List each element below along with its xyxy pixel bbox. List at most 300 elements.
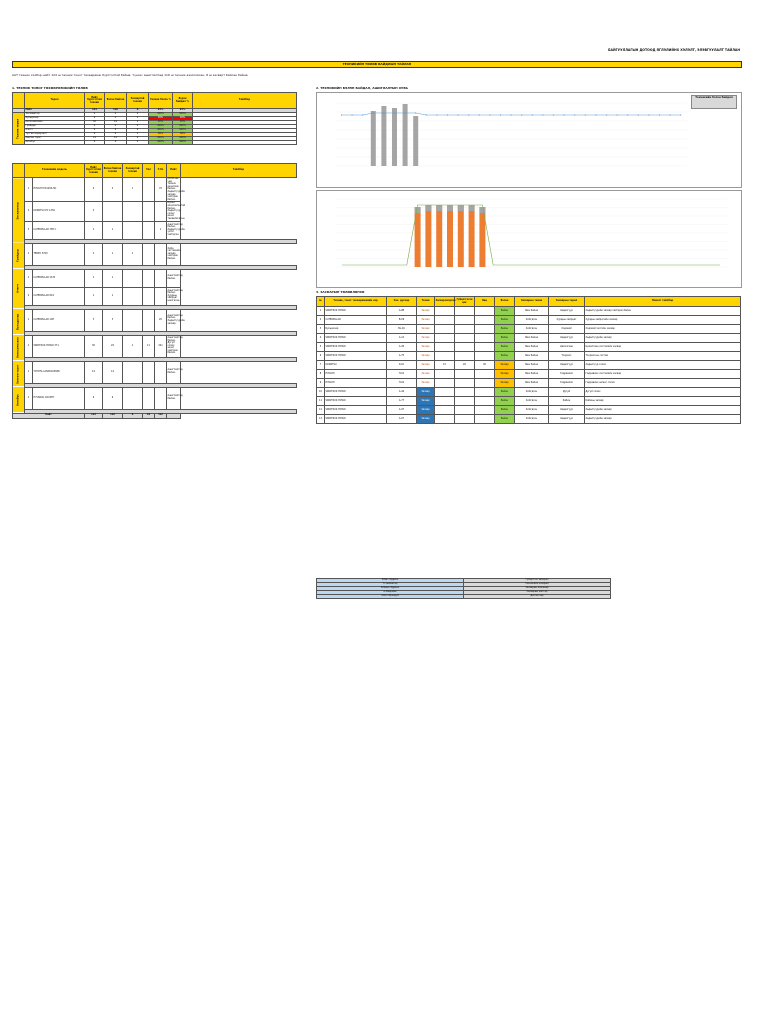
repair-cell: Кабины засвар	[585, 397, 741, 406]
repair-cell: Хөдөлгүүрийн засвар	[585, 406, 741, 415]
repair-cell: A-88	[387, 307, 417, 316]
repair-cell: Засвар	[417, 406, 435, 415]
repair-cell: SINOTRUK HOWO	[325, 307, 387, 316]
repair-cell: HITACHI	[325, 370, 387, 379]
summary-cell: 1	[127, 117, 149, 121]
repair-cell	[475, 343, 495, 352]
signature-name: Э.Бат-Ирээдүй	[317, 595, 464, 599]
repair-header: Явц	[475, 297, 495, 307]
repair-cell: A-75	[387, 352, 417, 361]
repair-cell	[455, 325, 475, 334]
summary-cell: 0	[127, 125, 149, 129]
repair-cell: 3	[317, 325, 325, 334]
summary-table	[12, 92, 297, 145]
detail-row	[13, 221, 297, 239]
detail-cell: 14	[85, 361, 103, 383]
repair-cell: Бэлэн	[495, 406, 515, 415]
detail-cell	[143, 387, 155, 409]
repair-cell	[435, 334, 455, 343]
detail-cell: 1	[25, 269, 33, 287]
signature-role: Техникийн захирал	[464, 583, 611, 587]
detail-cell: 1	[25, 243, 33, 265]
repair-cell: Засвар	[417, 379, 435, 388]
repair-cell: Засвар	[495, 370, 515, 379]
detail-total-cell: 8	[123, 413, 143, 418]
repair-cell	[435, 352, 455, 361]
repair-row	[317, 361, 741, 370]
detail-cell: CATERPILLAR 16 M	[33, 269, 85, 287]
detail-header: Нийт	[167, 164, 181, 178]
repair-cell: A-07	[387, 415, 417, 424]
repair-cell: Засвар	[495, 361, 515, 370]
section-1-title: 1. ТЕХНИК ТОНОГ ТӨХӨӨРӨМЖИЙН ТӨЛӨВ	[12, 86, 88, 90]
repair-cell	[455, 370, 475, 379]
detail-cell	[143, 178, 155, 202]
repair-cell: 13	[317, 415, 325, 424]
detail-group-label: Автосамосвал	[13, 335, 25, 361]
repair-cell	[455, 334, 475, 343]
repair-row	[317, 406, 741, 415]
detail-cell	[155, 202, 167, 221]
repair-cell: Засвар	[417, 415, 435, 424]
repair-cell: Бэлэн	[495, 343, 515, 352]
detail-cell: KOMATSU PC 1250	[33, 202, 85, 221]
summary-cell: Хөнгөн тэрэг	[25, 137, 85, 141]
repair-cell: SINOTRUK HOWO	[325, 415, 387, 424]
repair-cell	[435, 307, 455, 316]
repair-cell: A-36	[387, 343, 417, 352]
detail-cell: 2	[25, 287, 33, 305]
repair-cell: 15	[435, 361, 455, 370]
summary-cell: 93%	[149, 109, 173, 113]
signature-name: О.Баярмаа	[317, 591, 464, 595]
detail-cell: TEREX 3700	[33, 243, 85, 265]
repair-row	[317, 415, 741, 424]
repair-header: Гүйцэтгэсэн цаг	[455, 297, 475, 307]
detail-header: Техникийн модель	[25, 164, 85, 178]
repair-cell: Явж байна	[515, 361, 549, 370]
repair-cell: 2	[317, 316, 325, 325]
repair-cell: SINOTRUK HOWO	[325, 388, 387, 397]
detail-cell: 1	[25, 335, 33, 357]
repair-row	[317, 343, 741, 352]
repair-cell: K-01	[387, 361, 417, 370]
repair-cell: Хурдны хайрцгийн засвар	[585, 316, 741, 325]
detail-cell: 2	[85, 243, 103, 265]
repair-header: №	[317, 297, 325, 307]
repair-cell	[475, 379, 495, 388]
detail-cell: TOYOTA LANDCRUISER	[33, 361, 85, 383]
repair-cell: Хийгдсэн	[515, 415, 549, 424]
repair-cell: Хөдөлгүүр	[549, 406, 585, 415]
summary-cell: 89%	[149, 133, 173, 137]
repair-cell: Бэлэн	[495, 334, 515, 343]
detail-cell	[155, 243, 167, 265]
chart-bar	[413, 116, 418, 166]
repair-cell: Ходовой хэсгийн засвар	[585, 325, 741, 334]
top-chart	[316, 92, 742, 188]
signature-role: Гүйцэтгэх захирал	[464, 579, 611, 583]
detail-cell: HITACHI EX1200-5D	[33, 178, 85, 202]
chart-bar	[371, 111, 376, 166]
detail-cell: 6	[103, 387, 123, 409]
summary-cell: Грейдер	[25, 125, 85, 129]
detail-cell	[143, 287, 155, 305]
repair-cell	[455, 415, 475, 424]
repair-cell: 30	[475, 361, 495, 370]
top-chart-svg	[317, 93, 741, 187]
detail-total-label: Нийт	[13, 413, 85, 418]
summary-cell: 100%	[149, 137, 173, 141]
detail-cell: 1	[25, 178, 33, 202]
detail-cell: 06:00-ны үед техник ажиллаж байна. Хөдөлгүүрийн засвар хийгдэж байна.	[167, 177, 185, 201]
summary-cell: 4	[85, 113, 105, 117]
detail-cell: CATERPILLAR 14H	[33, 309, 85, 331]
summary-cell: 0	[127, 137, 149, 141]
detail-row	[13, 387, 297, 409]
detail-cell: 1	[123, 243, 143, 265]
detail-header: Нийт бүртгэлтэй техник	[85, 164, 103, 178]
repair-row	[317, 334, 741, 343]
signature-name: Т.Ганбаатар	[317, 583, 464, 587]
detail-group-label: Автобус	[13, 387, 25, 413]
chart-bar-top	[469, 205, 475, 211]
summary-cell: 100%	[173, 129, 193, 133]
repair-cell: Дугуй солих	[585, 388, 741, 397]
detail-cell: 2	[85, 202, 103, 221]
detail-cell: SINOTRUK HOWO 371	[33, 335, 85, 357]
detail-cell: 1	[25, 309, 33, 331]
summary-cell: 14	[85, 137, 105, 141]
repair-cell: CATERPILLAR	[325, 316, 387, 325]
repair-cell: Хурдны хайрцаг	[549, 316, 585, 325]
detail-cell: 3	[25, 221, 33, 239]
repair-cell: Гидравлик шланг солих	[585, 379, 741, 388]
repair-header: Зах. дугаар	[387, 297, 417, 307]
signature-name: Б.Бат-Эрдэнэ	[317, 579, 464, 583]
detail-total-cell: 312	[155, 413, 167, 418]
detail-cell: 2	[103, 178, 123, 202]
summary-cell: 4	[105, 113, 127, 117]
summary-cell: 116	[105, 109, 127, 113]
repair-cell: Хийгдсэн	[515, 325, 549, 334]
repair-row	[317, 316, 741, 325]
report-band: ТЕХНИКИЙН ТӨЛӨВ БАЙДЛЫН ТАЙЛАН	[12, 61, 742, 68]
repair-header: Төлөв	[417, 297, 435, 307]
repair-cell: B-09	[387, 316, 417, 325]
detail-cell	[155, 361, 167, 383]
repair-cell: 6	[317, 352, 325, 361]
detail-cell: 29	[103, 335, 123, 357]
summary-cell: 29	[105, 121, 127, 125]
detail-cell: 1	[85, 269, 103, 287]
signature-role: Засварын мастер	[464, 591, 611, 595]
detail-cell: Ашиглалтад байна.	[167, 361, 181, 383]
chart-bar-top	[447, 205, 453, 211]
detail-cell: CATERPILLAR 824	[33, 287, 85, 305]
summary-cell	[13, 109, 25, 113]
repair-cell	[435, 343, 455, 352]
summary-header: Засвартай техник	[127, 93, 149, 109]
repair-cell: Бэлэн	[495, 352, 515, 361]
detail-cell: 20	[155, 309, 167, 331]
summary-header: Төрөл	[25, 93, 85, 109]
repair-cell: Тоормосны систем	[585, 352, 741, 361]
summary-cell: 5	[105, 117, 127, 121]
summary-cell: 6	[105, 129, 127, 133]
repair-cell: Засвар	[417, 397, 435, 406]
repair-cell: A-12	[387, 334, 417, 343]
detail-row	[13, 309, 297, 331]
detail-row	[13, 287, 297, 305]
summary-cell: 9	[85, 133, 105, 137]
detail-header: Тайлбар	[181, 164, 297, 178]
detail-cell: Ашиглалтад байна. Хөдөлгүүрийн засвар.	[167, 309, 181, 331]
repair-cell	[475, 325, 495, 334]
repair-cell: Гидравлик	[549, 370, 585, 379]
repair-cell: Хөдөлгүүр	[549, 415, 585, 424]
summary-cell: 100%	[149, 129, 173, 133]
chart-line	[342, 205, 720, 265]
chart-bar-top	[479, 207, 485, 213]
detail-cell: 3	[103, 309, 123, 331]
repair-cell: 1	[317, 307, 325, 316]
chart-bar	[447, 205, 453, 267]
summary-cell: Нийт	[25, 109, 85, 113]
repair-cell: Хийгдсэн	[515, 406, 549, 415]
section-2-title: 2. ТЕХНИКИЙН БЭЛЭН БАЙДАЛ, АШИГЛАЛТЫН ХУВЬ	[316, 86, 408, 90]
repair-cell	[455, 316, 475, 325]
repair-row	[317, 397, 741, 406]
detail-cell	[143, 361, 155, 383]
detail-cell: 1	[155, 221, 167, 239]
repair-cell: HITACHI	[325, 379, 387, 388]
detail-cell: Ашиглалтад байна. Дугуй солих ажил хийгдэж байна.	[167, 335, 181, 357]
detail-cell: 1	[123, 335, 143, 357]
repair-cell: Засвар	[417, 352, 435, 361]
summary-cell: 1	[127, 121, 149, 125]
detail-total-cell: 124	[85, 413, 103, 418]
repair-cell: Засвар	[417, 388, 435, 397]
repair-cell: 10	[317, 388, 325, 397]
repair-cell: Хөдөлгүүр	[549, 307, 585, 316]
signature-role: Засварын инженер	[464, 587, 611, 591]
detail-header: Бэлэн байгаа техник	[103, 164, 123, 178]
chart-bar	[469, 205, 475, 267]
repair-cell	[475, 307, 495, 316]
repair-row	[317, 370, 741, 379]
repair-cell: 8	[317, 370, 325, 379]
signature-row	[317, 595, 611, 599]
summary-header: Нийт бүртгэлтэй техник	[85, 93, 105, 109]
detail-cell: 221	[155, 335, 167, 357]
repair-cell	[475, 316, 495, 325]
chart-bar	[458, 205, 464, 267]
repair-header: Засварлагдсан	[435, 297, 455, 307]
repair-cell: Бэлэн	[495, 397, 515, 406]
repair-cell	[455, 397, 475, 406]
detail-cell	[143, 221, 155, 239]
repair-cell: Хөдөлгүүр	[549, 334, 585, 343]
repair-cell: Цахилгаан системийн засвар	[585, 343, 741, 352]
bottom-chart	[316, 190, 742, 288]
repair-row	[317, 307, 741, 316]
detail-cell: 9	[85, 178, 103, 202]
summary-header: Тайлбар	[193, 93, 297, 109]
detail-cell: Ашиглалтад байна.	[167, 387, 181, 409]
repair-cell: 11	[317, 397, 325, 406]
detail-cell: 1	[103, 243, 123, 265]
repair-cell: 5	[317, 343, 325, 352]
detail-cell: Хийн системийн засвар хийгдэж байна.	[167, 243, 181, 265]
detail-cell: 70	[155, 178, 167, 202]
summary-cell: 6	[85, 129, 105, 133]
repair-cell: A-77	[387, 397, 417, 406]
chart-legend-box: Техникийн бэлэн байдал	[691, 95, 737, 109]
repair-cell	[475, 370, 495, 379]
detail-cell: CATERPILLAR 785 C	[33, 221, 85, 239]
repair-cell: Засвар	[417, 334, 435, 343]
summary-cell: Ачигч	[25, 129, 85, 133]
repair-cell	[435, 325, 455, 334]
repair-cell: Бэлэн	[495, 307, 515, 316]
detail-cell: 1	[123, 178, 143, 202]
repair-cell	[475, 415, 495, 424]
summary-cell: 124	[85, 109, 105, 113]
repair-cell: KOMATSU	[325, 361, 387, 370]
detail-header: Төл	[143, 164, 155, 178]
detail-cell	[155, 269, 167, 287]
repair-cell	[455, 388, 475, 397]
summary-cell: 83%	[149, 117, 173, 121]
detail-cell: HYUNDAI COUNTY	[33, 387, 85, 409]
detail-cell: Ашиглалтад байна. Хөдөлгүүрийн үзлэг хийгдсэн.	[167, 221, 181, 239]
detail-cell: 11	[143, 335, 155, 357]
detail-total-row	[13, 413, 297, 418]
repair-cell	[475, 397, 495, 406]
detail-cell	[123, 309, 143, 331]
signature-table	[316, 578, 611, 599]
detail-cell: 6	[85, 387, 103, 409]
summary-cell: 100%	[173, 141, 193, 145]
repair-cell	[435, 415, 455, 424]
repair-cell: Явж байна	[515, 352, 549, 361]
repair-cell	[435, 370, 455, 379]
repair-cell: A-44	[387, 388, 417, 397]
chart-bar-top	[425, 205, 431, 211]
detail-cell: 1	[85, 287, 103, 305]
chart-bar	[381, 106, 386, 166]
summary-cell: 100%	[173, 137, 193, 141]
detail-row	[13, 335, 297, 357]
repair-cell: 12	[317, 406, 325, 415]
detail-row	[13, 269, 297, 287]
summary-cell: 100%	[173, 113, 193, 117]
repair-cell: Цахилгаан	[549, 343, 585, 352]
summary-cell: Бульдозер	[25, 117, 85, 121]
repair-cell: Засвар	[417, 370, 435, 379]
detail-row	[13, 202, 297, 221]
detail-cell: 14	[103, 361, 123, 383]
detail-cell: 1	[25, 361, 33, 383]
detail-cell	[155, 287, 167, 305]
detail-table	[12, 163, 297, 419]
detail-cell	[123, 287, 143, 305]
repair-cell: Хийгдсэн	[515, 397, 549, 406]
detail-total-cell: 116	[103, 413, 123, 418]
summary-row	[13, 141, 297, 145]
chart-bar	[436, 205, 442, 267]
bottom-chart-svg	[317, 191, 741, 287]
repair-cell: H-02	[387, 379, 417, 388]
detail-cell: 1	[25, 387, 33, 409]
repair-cell	[475, 388, 495, 397]
detail-header: Т.Хэ	[155, 164, 167, 178]
repair-cell: Засвар	[417, 307, 435, 316]
repair-row	[317, 325, 741, 334]
repair-cell	[435, 397, 455, 406]
summary-note-cell	[193, 141, 297, 145]
detail-cell: 30	[85, 335, 103, 357]
detail-cell	[123, 361, 143, 383]
chart-bar	[392, 108, 397, 166]
detail-cell: Бүрэн ажиллагаатай байна. Хөдөлгүүр солих ажил төлөвлөгдсөн.	[167, 201, 186, 220]
detail-cell	[143, 269, 155, 287]
repair-header: Засварын төрөл	[549, 297, 585, 307]
repair-cell: Явж байна	[515, 334, 549, 343]
summary-cell: 1	[127, 133, 149, 137]
repair-cell: 4	[317, 334, 325, 343]
signature-name: Б.Мөнх-Эрдэнэ	[317, 587, 464, 591]
detail-cell: 2	[25, 202, 33, 221]
summary-cell: 83%	[173, 117, 193, 121]
repair-cell	[475, 406, 495, 415]
repair-cell: Явж байна	[515, 307, 549, 316]
repair-cell: 7	[317, 361, 325, 370]
summary-cell: 100%	[149, 125, 173, 129]
repair-cell: Хийгдсэн	[515, 316, 549, 325]
summary-cell: 14	[105, 137, 127, 141]
repair-cell: Гидравлик системийн засвар	[585, 370, 741, 379]
repair-cell	[435, 379, 455, 388]
repair-cell: Дугуй	[549, 388, 585, 397]
intro-text: ААТ техник хэлбэр нийт 124 ш техник тоног төхөөрөмж бүртгэлтэй байна. Үүнээс ашиглалтад 116 ш техник ажилласан, 8 ш засварт байсан байна.	[12, 73, 249, 77]
repair-cell: Засвар	[417, 361, 435, 370]
repair-cell	[475, 334, 495, 343]
detail-row	[13, 178, 297, 202]
summary-cell: 0	[127, 141, 149, 145]
detail-group-label: Хөнгөн тэрэг	[13, 361, 25, 387]
detail-cell	[123, 269, 143, 287]
summary-cell: 4	[105, 125, 127, 129]
detail-cell	[123, 221, 143, 239]
repair-cell: Бульдозер	[325, 325, 387, 334]
repair-cell: SINOTRUK HOWO	[325, 334, 387, 343]
repair-cell: Хөдөлгүүрийн засвар	[585, 334, 741, 343]
detail-row	[13, 361, 297, 383]
repair-cell: Засвар	[417, 316, 435, 325]
repair-cell: Бэлэн	[495, 415, 515, 424]
detail-cell: Ашиглалтад байна. Хурдны хайрцаг шалгасан.	[167, 287, 181, 305]
detail-cell	[143, 202, 155, 221]
repair-cell: Явж байна	[515, 370, 549, 379]
repair-cell: Тоормос	[549, 352, 585, 361]
repair-cell: 20	[455, 361, 475, 370]
repair-row	[317, 352, 741, 361]
repair-cell: SINOTRUK HOWO	[325, 343, 387, 352]
repair-cell: Хөдөлгүүр	[549, 361, 585, 370]
chart-bar	[425, 205, 431, 267]
